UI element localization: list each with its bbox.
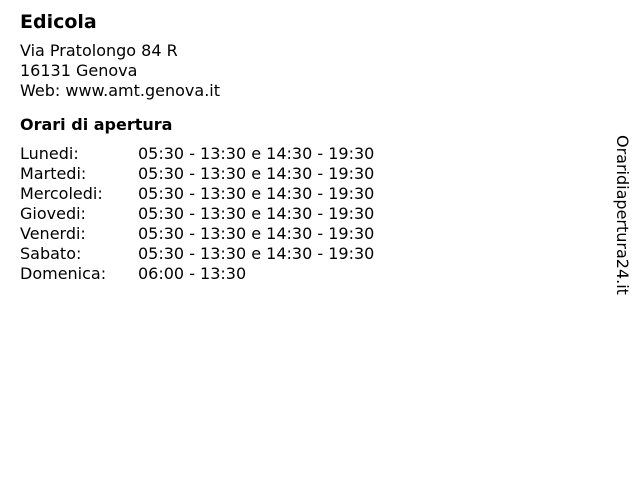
day-label: Martedi: bbox=[20, 164, 87, 183]
day-label: Domenica: bbox=[20, 264, 107, 283]
time-range: 06:00 - 13:30 bbox=[138, 264, 247, 283]
hours-row-wednesday bbox=[20, 184, 580, 204]
time-range: 05:30 - 13:30 e 14:30 - 19:30 bbox=[138, 164, 375, 183]
time-range: 05:30 - 13:30 e 14:30 - 19:30 bbox=[138, 204, 375, 223]
time-range: 05:30 - 13:30 e 14:30 - 19:30 bbox=[138, 244, 375, 263]
site-brand-watermark: Oraridiapertura24.it bbox=[613, 135, 632, 295]
day-label: Sabato: bbox=[20, 244, 82, 263]
time-range: 05:30 - 13:30 e 14:30 - 19:30 bbox=[138, 144, 375, 163]
hours-row-thursday bbox=[20, 204, 580, 224]
city-postcode: 16131 Genova bbox=[20, 61, 138, 80]
street-address: Via Pratolongo 84 R bbox=[20, 41, 178, 60]
day-label: Lunedi: bbox=[20, 144, 79, 163]
hours-row-saturday bbox=[20, 244, 580, 264]
time-range: 05:30 - 13:30 e 14:30 - 19:30 bbox=[138, 224, 375, 243]
day-label: Venerdi: bbox=[20, 224, 86, 243]
opening-hours-list bbox=[20, 144, 580, 284]
hours-row-monday bbox=[20, 144, 580, 164]
hours-row-friday bbox=[20, 224, 580, 244]
opening-hours-title: Orari di apertura bbox=[20, 115, 173, 134]
hours-row-sunday bbox=[20, 264, 580, 284]
day-label: Mercoledi: bbox=[20, 184, 103, 203]
day-label: Giovedi: bbox=[20, 204, 86, 223]
website: Web: www.amt.genova.it bbox=[20, 81, 220, 100]
hours-row-tuesday bbox=[20, 164, 580, 184]
time-range: 05:30 - 13:30 e 14:30 - 19:30 bbox=[138, 184, 375, 203]
store-title: Edicola bbox=[20, 11, 97, 33]
store-info bbox=[20, 10, 580, 284]
